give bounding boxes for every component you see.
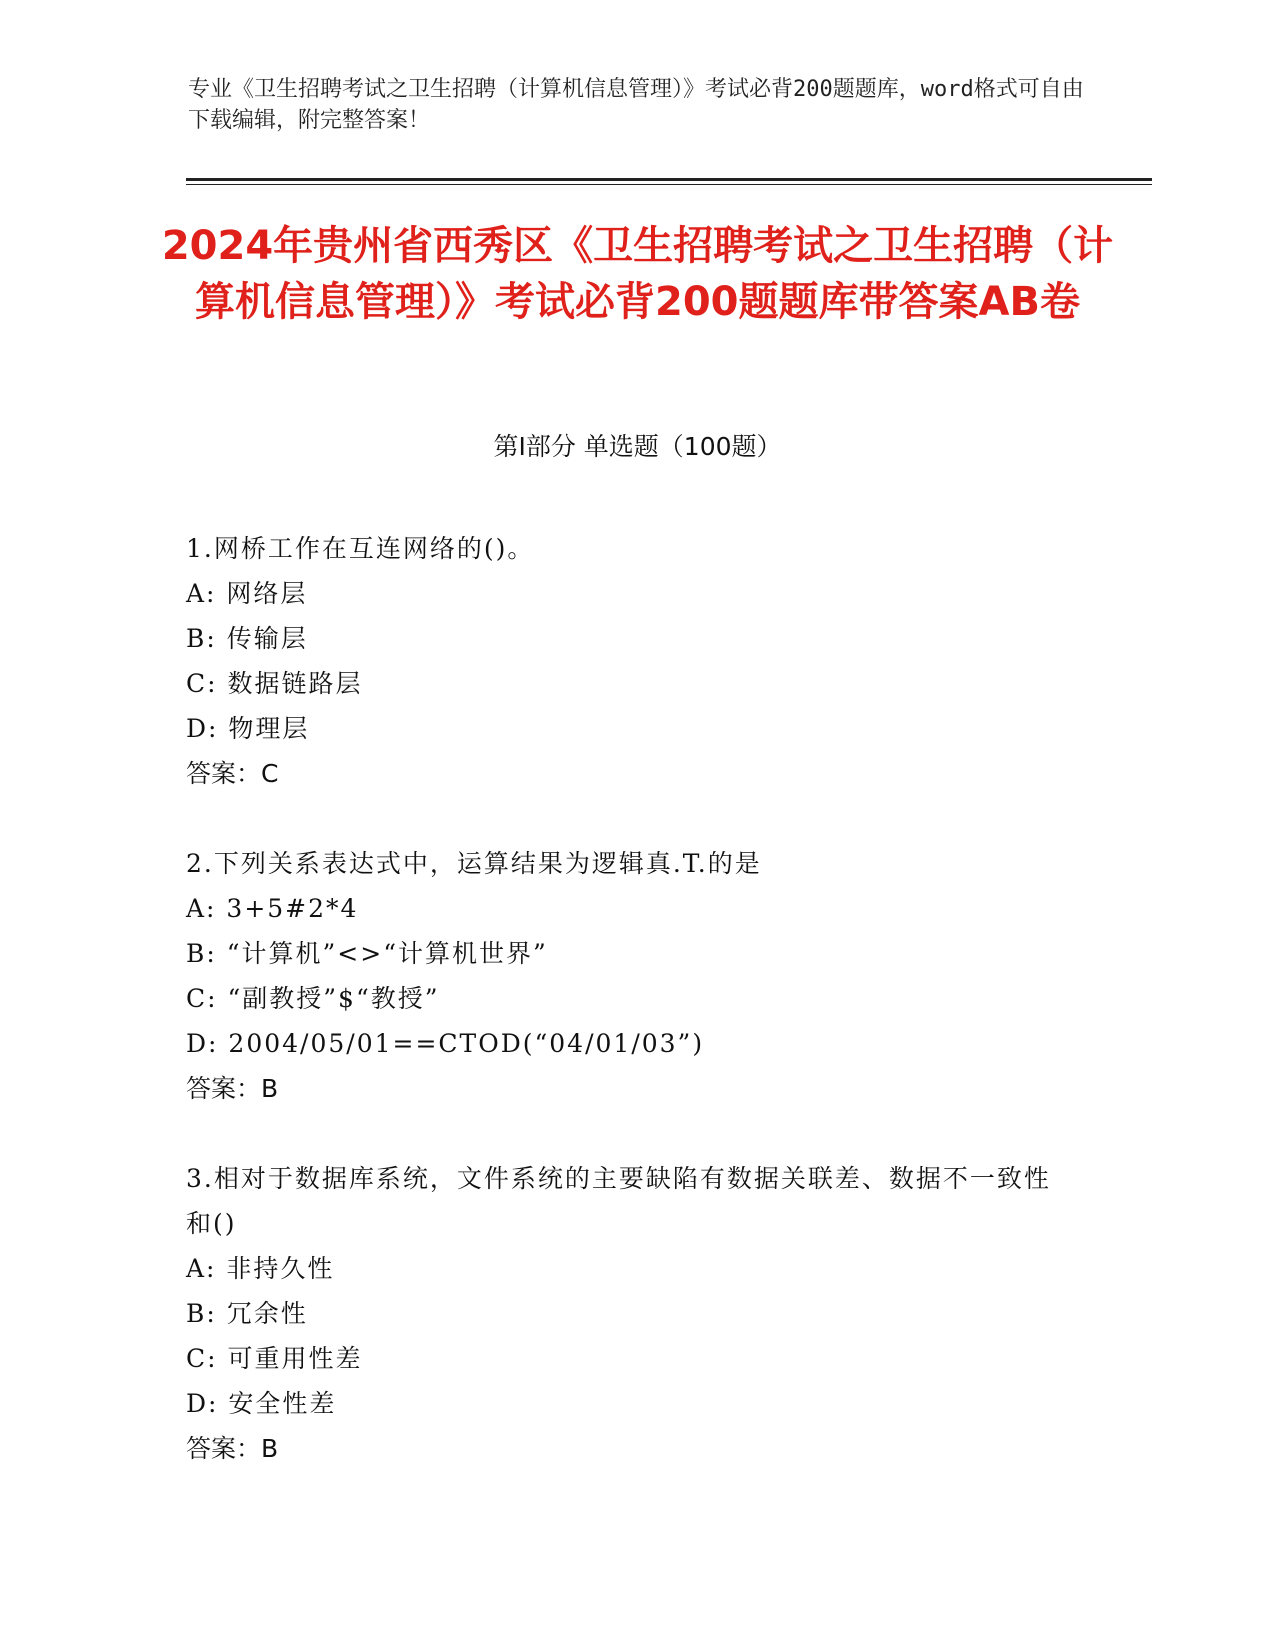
option-b: B: “计算机”<>“计算机世界” (186, 939, 548, 968)
header-divider-thick (186, 178, 1152, 181)
question-stem: 1.网桥工作在互连网络的()。 (186, 534, 535, 563)
document-title: 2024年贵州省西秀区《卫生招聘考试之卫生招聘（计算机信息管理）》考试必背200题题库带答案AB卷 (161, 223, 1114, 325)
option-b: B: 冗余性 (186, 1299, 308, 1328)
option-c: C: “副教授”$“教授” (186, 984, 440, 1013)
option-d: D: 物理层 (186, 714, 310, 743)
question-stem: 3.相对于数据库系统，文件系统的主要缺陷有数据关联差、数据不一致性和() (186, 1164, 1051, 1238)
option-c: C: 可重用性差 (186, 1344, 363, 1373)
option-c: C: 数据链路层 (186, 669, 363, 698)
answer-line: 答案：B (186, 1434, 279, 1463)
question-1 (186, 526, 1066, 796)
option-a: A: 3+5#2*4 (186, 894, 359, 923)
option-b: B: 传输层 (186, 624, 308, 653)
question-3 (186, 1156, 1066, 1471)
option-d: D: 安全性差 (186, 1389, 337, 1418)
option-d: D: 2004/05/01==CTOD(“04/01/03”) (186, 1029, 705, 1058)
option-a: A: 网络层 (186, 579, 308, 608)
section-heading: 第I部分 单选题（100题） (493, 432, 782, 461)
header-note: 专业《卫生招聘考试之卫生招聘（计算机信息管理）》考试必背200题题库，word格式可自由下载编辑，附完整答案！ (188, 77, 1084, 133)
question-stem: 2.下列关系表达式中，运算结果为逻辑真.T.的是 (186, 849, 762, 878)
answer-line: 答案：B (186, 1074, 279, 1103)
option-a: A: 非持久性 (186, 1254, 335, 1283)
answer-line: 答案：C (186, 759, 279, 788)
header-divider-thin (186, 184, 1152, 185)
question-list (186, 526, 1066, 1516)
question-2 (186, 841, 1066, 1111)
